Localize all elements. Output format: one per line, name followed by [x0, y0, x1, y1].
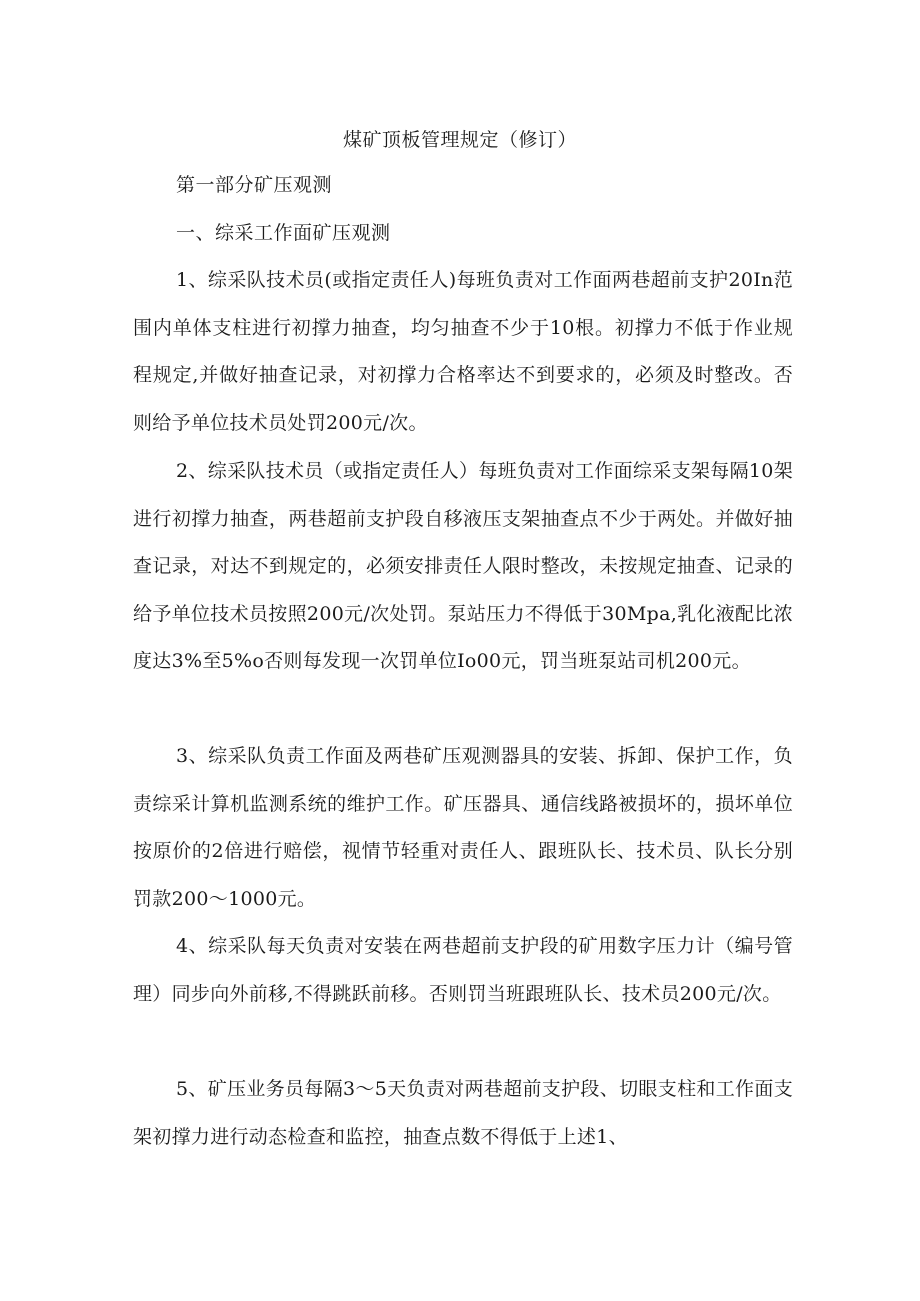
section-heading: 一、综采工作面矿压观测: [176, 222, 391, 244]
paragraph-4: 4、综采队每天负责对安装在两巷超前支护段的矿用数字压力计（编号管理）同步向外前移,不得跳跃前移。否则罚当班跟班队长、技术员200元/次。: [133, 935, 793, 1005]
paragraph-2: 2、综采队技术员（或指定责任人）每班负责对工作面综采支架每隔10架进行初撑力抽查，两巷超前支护段自移液压支架抽查点不少于两处。并做好抽查记录，对达不到规定的，必须安排责任人限时整改，未按规定抽查、记录的给予单位技术员按照200元/次处罚。泵站压力不得低于30Mpa,乳化液配比浓度达3%至5%o否则每发现一次罚单位Io00元，罚当班泵站司机200元。: [133, 460, 793, 672]
paragraph-1: 1、综采队技术员(或指定责任人)每班负责对工作面两巷超前支护20In范围内单体支柱进行初撑力抽查，均匀抽查不少于10根。初撑力不低于作业规程规定,并做好抽查记录，对初撑力合格率达不到要求的，必须及时整改。否则给予单位技术员处罚200元/次。: [133, 269, 793, 434]
document-title: 煤矿顶板管理规定（修订）: [342, 129, 577, 151]
paragraph-3: 3、综采队负责工作面及两巷矿压观测器具的安装、拆卸、保护工作，负责综采计算机监测系统的维护工作。矿压器具、通信线路被损坏的，损坏单位按原价的2倍进行赔偿，视情节轻重对责任人、跟班队长、技术员、队长分别罚款200～1000元。: [133, 745, 793, 910]
paragraph-5: 5、矿压业务员每隔3～5天负责对两巷超前支护段、切眼支柱和工作面支架初撑力进行动态检查和监控，抽查点数不得低于上述1、: [133, 1078, 793, 1148]
part-heading: 第一部分矿压观测: [176, 174, 333, 196]
